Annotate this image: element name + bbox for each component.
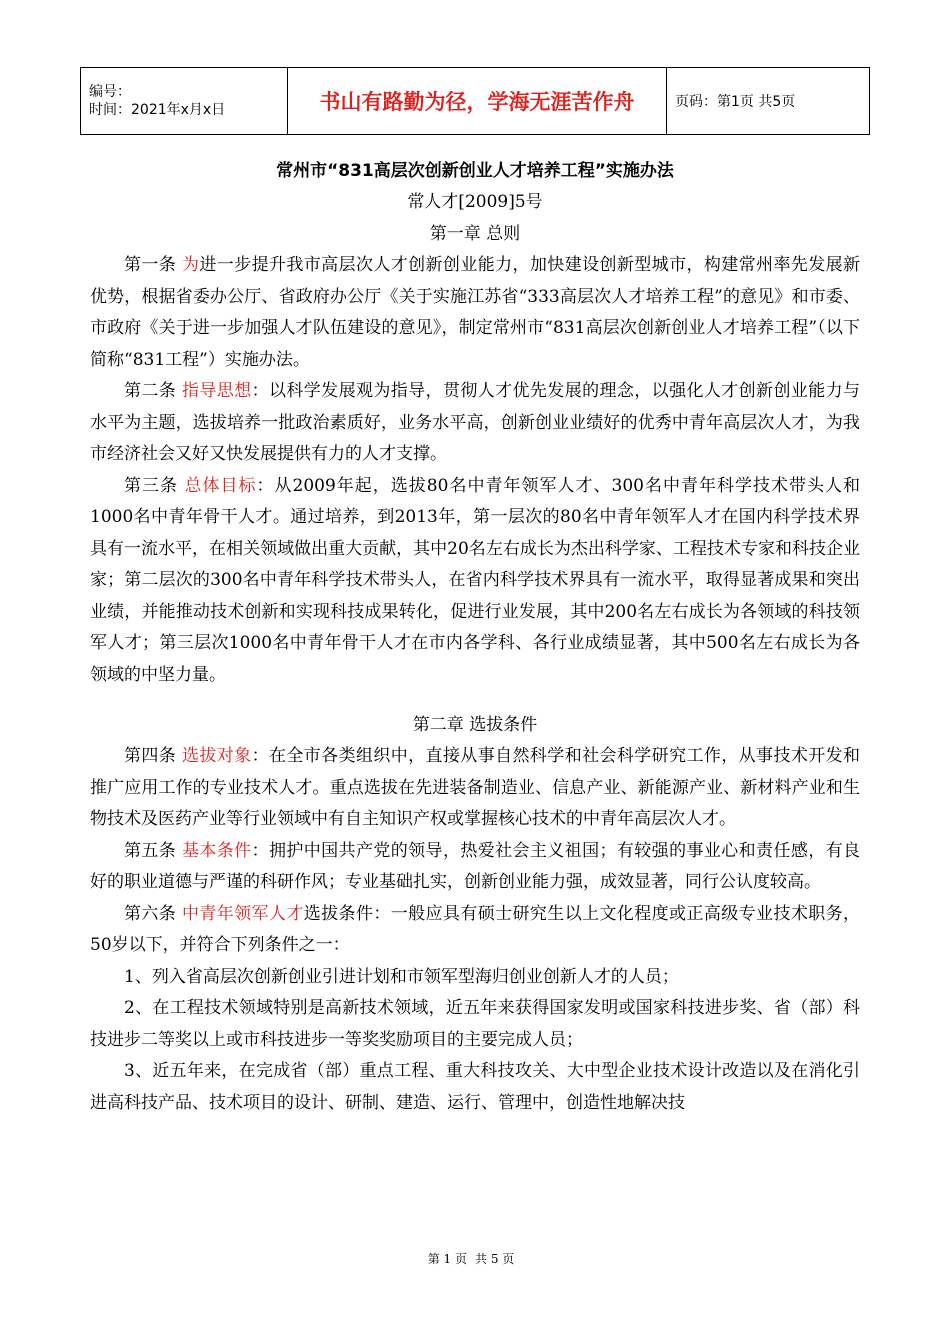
article-highlight: 总体目标: [184, 475, 257, 496]
article-3: 第三条 总体目标：从2009年起，选拔80名中青年领军人才、300名中青年科学技术带头人和1000名中青年骨干人才。通过培养，到2013年，第一层次的80名中青年领军人才在国内科学技术界具有一流水平，在相关领域做出重大贡献，其中20名左右成长为杰出科学家、工程技术专家和科技企业家；第二层次的300名中青年科学技术带头人，在省内科学技术界具有一流水平，取得显著成果和突出业绩，并能推动技术创新和实现科技成果转化，促进行业发展，其中200名左右成长为各领域的科技领军人才；第三层次1000名中青年骨干人才在市内各学科、各行业成绩显著，其中500名左右成长为各领域的中坚力量。: [90, 475, 861, 685]
document-body: [90, 158, 860, 1119]
header-motto: 书山有路勤为径，学海无涯苦作舟: [288, 68, 667, 135]
document-reference-number: 常人才[2009]5号: [407, 192, 543, 212]
article-highlight: 中青年领军人才: [182, 903, 304, 924]
header-meta: [81, 68, 288, 135]
chapter-heading-1: 第一章 总则: [429, 224, 521, 244]
chapter-heading-2: 第二章 选拔条件: [412, 715, 538, 735]
footer-page-number: 第 1 页: [427, 1252, 467, 1266]
header-page-info: 页码：第1页 共5页: [667, 68, 870, 135]
article-highlight: 基本条件: [182, 840, 252, 861]
article-1: 第一条 为进一步提升我市高层次人才创新创业能力，加快建设创新型城市，构建常州率先发展新优势，根据省委办公厅、省政府办公厅《关于实施江苏省“333高层次人才培养工程”的意见》和市委、市政府《关于进一步加强人才队伍建设的意见》，制定常州市“831高层次创新创业人才培养工程”（以下简称“831工程”）实施办法。: [90, 255, 861, 370]
document-date: 时间：2021年x月x日: [89, 102, 226, 118]
header-table: [80, 67, 870, 135]
list-item: 1、列入省高层次创新创业引进计划和市领军型海归创业创新人才的人员；: [124, 966, 679, 987]
document-number-label: 编号：: [89, 84, 131, 100]
page-footer: [0, 1250, 950, 1267]
list-item: 2、在工程技术领域特别是高新技术领域，近五年来获得国家发明或国家科技进步奖、省（部）科技进步二等奖以上或市科技进步一等奖奖励项目的主要完成人员；: [90, 998, 860, 1050]
list-item: 3、近五年来，在完成省（部）重点工程、重大科技攻关、大中型企业技术设计改造以及在消化引进高科技产品、技术项目的设计、研制、建造、运行、管理中，创造性地解决技: [90, 1061, 860, 1113]
article-highlight: 指导思想: [182, 381, 252, 401]
article-4: 第四条 选拔对象：在全市各类组织中，直接从事自然科学和社会科学研究工作，从事技术开发和推广应用工作的专业技术人才。重点选拔在先进装备制造业、信息产业、新能源产业、新材料产业和生物技术及医药产业等行业领域中有自主知识产权或掌握核心技术的中青年高层次人才。: [90, 746, 861, 829]
footer-page-total: 共 5 页: [475, 1252, 515, 1266]
article-highlight: 选拔对象: [182, 746, 252, 766]
article-6: 第六条 中青年领军人才选拔条件：一般应具有硕士研究生以上文化程度或正高级专业技术职务，50岁以下，并符合下列条件之一：: [90, 903, 861, 955]
article-5: 第五条 基本条件：拥护中国共产党的领导，热爱社会主义祖国；有较强的事业心和责任感，有良好的职业道德与严谨的科研作风；专业基础扎实，创新创业能力强，成效显著，同行公认度较高。: [90, 840, 861, 892]
article-highlight: 为: [182, 255, 200, 275]
document-title: 常州市“831高层次创新创业人才培养工程”实施办法: [276, 161, 674, 181]
article-2: 第二条 指导思想：以科学发展观为指导，贯彻人才优先发展的理念，以强化人才创新创业能力与水平为主题，选拔培养一批政治素质好，业务水平高，创新创业业绩好的优秀中青年高层次人才，为我市经济社会又好又快发展提供有力的人才支撑。: [90, 381, 861, 464]
